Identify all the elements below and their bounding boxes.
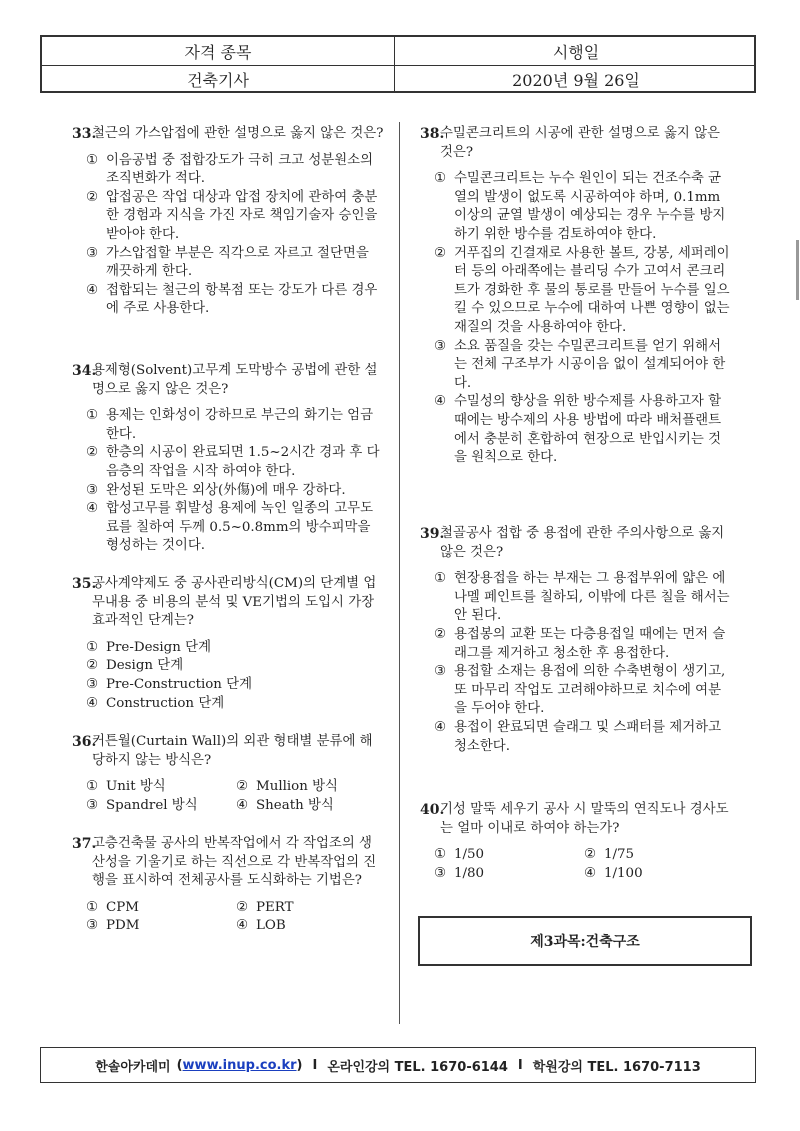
option-text: Construction 단계 bbox=[106, 695, 225, 711]
option-text: Spandrel 방식 bbox=[106, 797, 198, 813]
footer-separator: I bbox=[312, 1057, 318, 1073]
option-text: 이음공법 중 접합강도가 극히 크고 성분원소의 조직변화가 적다. bbox=[106, 152, 374, 187]
option-text: 용접이 완료되면 슬래그 및 스패터를 제거하고 청소한다. bbox=[454, 719, 722, 754]
option-text: PDM bbox=[106, 918, 140, 934]
option-text: 거푸집의 긴결재로 사용한 볼트, 강봉, 세퍼레이터 등의 아래쪽에는 블리딩 수가 고여서 콘크리트가 경화한 후 물의 통로를 만들어 누수를 일으킬 수 있으므로 누수에 대하여 나쁜 영향이 없는 재질의 것을 사용하여야 한다. bbox=[454, 245, 730, 335]
footer-separator: I bbox=[517, 1057, 523, 1073]
option-text: 1/50 bbox=[454, 847, 485, 863]
option-text: Sheath 방식 bbox=[256, 797, 334, 813]
answer-option[interactable] bbox=[86, 917, 236, 936]
answer-option[interactable] bbox=[86, 500, 384, 556]
answer-option[interactable] bbox=[584, 846, 734, 865]
question-38 bbox=[420, 125, 730, 468]
option-number: ④ bbox=[236, 918, 249, 934]
option-number: ③ bbox=[86, 797, 99, 813]
category-value: 건축기사 bbox=[42, 65, 395, 93]
option-number: ① bbox=[434, 171, 447, 187]
question-number: 36. bbox=[72, 734, 97, 750]
option-text: 압접공은 작업 대상과 압접 장치에 관하여 충분한 경험과 지식을 가진 자로 책임기술자 승인을 받아야 한다. bbox=[106, 189, 378, 242]
option-number: ③ bbox=[434, 338, 447, 354]
answer-option[interactable] bbox=[86, 482, 384, 501]
question-number: 39. bbox=[420, 526, 445, 542]
question-40 bbox=[420, 801, 730, 883]
option-text: 현장용접을 하는 부재는 그 용접부위에 얇은 에나멜 페인트를 칠하되, 이밖에 다른 칠을 해서는 안 된다. bbox=[454, 571, 730, 624]
option-number: ② bbox=[584, 847, 597, 863]
option-text: 합성고무를 휘발성 용제에 녹인 일종의 고무도료를 칠하여 두께 0.5~0.8mm의 방수피막을 형성하는 것이다. bbox=[106, 501, 374, 554]
option-number: ② bbox=[236, 899, 249, 915]
answer-option[interactable] bbox=[86, 695, 384, 714]
answer-option[interactable] bbox=[434, 865, 584, 884]
option-number: ② bbox=[236, 779, 249, 795]
question-text: 수밀콘크리트의 시공에 관한 설명으로 옳지 않은 것은? bbox=[440, 126, 720, 160]
option-text: 가스압접할 부분은 직각으로 자르고 절단면을 깨끗하게 한다. bbox=[106, 245, 369, 280]
option-number: ④ bbox=[236, 797, 249, 813]
option-number: ③ bbox=[86, 482, 99, 498]
answer-option[interactable] bbox=[86, 797, 236, 816]
option-text: Design 단계 bbox=[106, 658, 184, 674]
answer-option[interactable] bbox=[236, 917, 386, 936]
option-number: ① bbox=[434, 571, 447, 587]
option-number: ② bbox=[434, 626, 447, 642]
answer-option[interactable] bbox=[86, 152, 384, 189]
question-36 bbox=[72, 733, 384, 815]
answer-option[interactable] bbox=[86, 407, 384, 444]
option-number: ③ bbox=[86, 245, 99, 261]
option-number: ③ bbox=[434, 664, 447, 680]
question-34 bbox=[72, 362, 384, 556]
option-text: 용접봉의 교환 또는 다층용접일 때에는 먼저 슬래그를 제거하고 청소한 후 용접한다. bbox=[454, 626, 726, 661]
answer-option[interactable] bbox=[236, 778, 386, 797]
answer-option[interactable] bbox=[86, 639, 384, 658]
answer-option[interactable] bbox=[236, 797, 386, 816]
question-number: 40. bbox=[420, 802, 445, 818]
option-text: CPM bbox=[106, 899, 139, 915]
option-number: ① bbox=[86, 152, 99, 168]
option-text: 1/100 bbox=[604, 865, 643, 881]
answer-option[interactable] bbox=[236, 899, 386, 918]
option-number: ④ bbox=[584, 865, 597, 881]
answer-option[interactable] bbox=[86, 676, 384, 695]
option-text: 소요 품질을 갖는 수밀콘크리트를 얻기 위해서는 전체 구조부가 시공이음 없이 설계되어야 한다. bbox=[454, 338, 726, 391]
question-text: 커튼월(Curtain Wall)의 외관 형태별 분류에 해당하지 않는 방식은? bbox=[92, 734, 373, 768]
option-text: 1/75 bbox=[604, 847, 635, 863]
footer-org: 한솔아카데미 bbox=[95, 1059, 171, 1075]
answer-option[interactable] bbox=[434, 719, 730, 756]
option-number: ① bbox=[86, 899, 99, 915]
option-number: ④ bbox=[434, 719, 447, 735]
option-number: ④ bbox=[86, 282, 99, 298]
question-text: 철근의 가스압접에 관한 설명으로 옳지 않은 것은? bbox=[92, 126, 384, 141]
answer-option[interactable] bbox=[86, 657, 384, 676]
answer-option[interactable] bbox=[434, 338, 730, 394]
question-number: 37. bbox=[72, 836, 97, 852]
answer-option[interactable] bbox=[434, 170, 730, 244]
answer-option[interactable] bbox=[434, 393, 730, 467]
question-39 bbox=[420, 525, 730, 756]
answer-option[interactable] bbox=[434, 570, 730, 626]
option-number: ② bbox=[86, 189, 99, 205]
answer-option[interactable] bbox=[434, 846, 584, 865]
option-number: ① bbox=[86, 779, 99, 795]
question-text: 철골공사 접합 중 용접에 관한 주의사항으로 옳지 않은 것은? bbox=[440, 526, 725, 560]
answer-option[interactable] bbox=[86, 189, 384, 245]
question-text: 용제형(Solvent)고무계 도막방수 공법에 관한 설명으로 옳지 않은 것은? bbox=[92, 363, 378, 397]
answer-option[interactable] bbox=[86, 778, 236, 797]
answer-option[interactable] bbox=[584, 865, 734, 884]
question-text: 고층건축물 공사의 반복작업에서 각 작업조의 생산성을 기울기로 하는 직선으로 각 반복작업의 진행을 표시하여 전체공사를 도식화하는 기법은? bbox=[92, 836, 377, 889]
option-text: 접합되는 철근의 항복점 또는 강도가 다른 경우에 주로 사용한다. bbox=[106, 282, 378, 317]
date-value: 2020년 9월 26일 bbox=[512, 70, 640, 90]
question-33 bbox=[72, 125, 384, 319]
option-text: 용제는 인화성이 강하므로 부근의 화기는 엄금한다. bbox=[106, 408, 374, 442]
question-number: 33. bbox=[72, 126, 97, 142]
answer-option[interactable] bbox=[86, 282, 384, 319]
page-edge-mark bbox=[796, 240, 799, 300]
option-number: ① bbox=[434, 847, 447, 863]
option-number: ③ bbox=[434, 865, 447, 881]
option-text: 수밀성의 향상을 위한 방수제를 사용하고자 할 때에는 방수제의 사용 방법에 따라 배처플랜트에서 충분히 혼합하여 현장으로 반입시키는 것을 원칙으로 한다. bbox=[454, 394, 722, 466]
option-text: 한층의 시공이 완료되면 1.5~2시간 경과 후 다음층의 작업을 시작 하여야 한다. bbox=[106, 445, 380, 479]
option-text: Unit 방식 bbox=[106, 779, 166, 795]
option-text: Pre-Construction 단계 bbox=[106, 676, 253, 692]
question-number: 38. bbox=[420, 126, 445, 142]
exam-header-table bbox=[40, 35, 756, 93]
footer-academy: 학원강의 TEL. 1670-7113 bbox=[532, 1059, 701, 1075]
question-number: 35. bbox=[72, 576, 97, 592]
option-text: 용접할 소재는 용접에 의한 수축변형이 생기고, 또 마무리 작업도 고려해야하므로 치수에 여분을 두어야 한다. bbox=[454, 664, 726, 717]
answer-option[interactable] bbox=[86, 245, 384, 282]
option-text: 완성된 도막은 외상(外傷)에 매우 강하다. bbox=[106, 482, 346, 498]
option-number: ④ bbox=[86, 695, 99, 711]
option-number: ① bbox=[86, 639, 99, 655]
option-text: PERT bbox=[256, 899, 294, 915]
footer-url-link[interactable]: www.inup.co.kr bbox=[182, 1057, 297, 1073]
column-divider bbox=[399, 122, 400, 1024]
option-number: ③ bbox=[86, 676, 99, 692]
question-text: 공사계약제도 중 공사관리방식(CM)의 단계별 업무내용 중 비용의 분석 및 VE기법의 도입시 가장 효과적인 단계는? bbox=[92, 576, 377, 629]
date-label: 시행일 bbox=[552, 42, 600, 62]
option-number: ④ bbox=[434, 394, 447, 410]
question-35 bbox=[72, 575, 384, 713]
question-text: 기성 말뚝 세우기 공사 시 말뚝의 연직도나 경사도는 얼마 이내로 하여야 하는가? bbox=[440, 802, 729, 836]
question-number: 34. bbox=[72, 363, 97, 379]
option-number: ② bbox=[86, 445, 99, 461]
question-37 bbox=[72, 835, 384, 936]
option-number: ② bbox=[434, 245, 447, 261]
category-label: 자격 종목 bbox=[42, 37, 395, 65]
footer-online: 온라인강의 TEL. 1670-6144 bbox=[327, 1059, 508, 1075]
option-text: 1/80 bbox=[454, 865, 485, 881]
section-title: 제3과목:건축구조 bbox=[418, 916, 752, 966]
answer-option[interactable] bbox=[434, 245, 730, 338]
answer-option[interactable] bbox=[434, 663, 730, 719]
answer-option[interactable] bbox=[434, 626, 730, 663]
option-number: ④ bbox=[86, 501, 99, 517]
option-text: LOB bbox=[256, 918, 286, 934]
answer-option[interactable] bbox=[86, 444, 384, 481]
option-number: ③ bbox=[86, 918, 99, 934]
answer-option[interactable] bbox=[86, 899, 236, 918]
option-number: ① bbox=[86, 408, 99, 424]
option-text: 수밀콘크리트는 누수 원인이 되는 건조수축 균열의 발생이 없도록 시공하여야 하며, 0.1mm 이상의 균열 발생이 예상되는 경우 누수를 방지하기 위한 방수를 검토하여야 한다. bbox=[454, 171, 726, 242]
footer: 한솔아카데미 ( www.inup.co.kr ) I 온라인강의 TEL. 1670-6144 I 학원강의 TEL. 1670-7113 bbox=[40, 1047, 756, 1083]
option-number: ② bbox=[86, 658, 99, 674]
option-text: Mullion 방식 bbox=[256, 779, 338, 795]
option-text: Pre-Design 단계 bbox=[106, 639, 211, 655]
